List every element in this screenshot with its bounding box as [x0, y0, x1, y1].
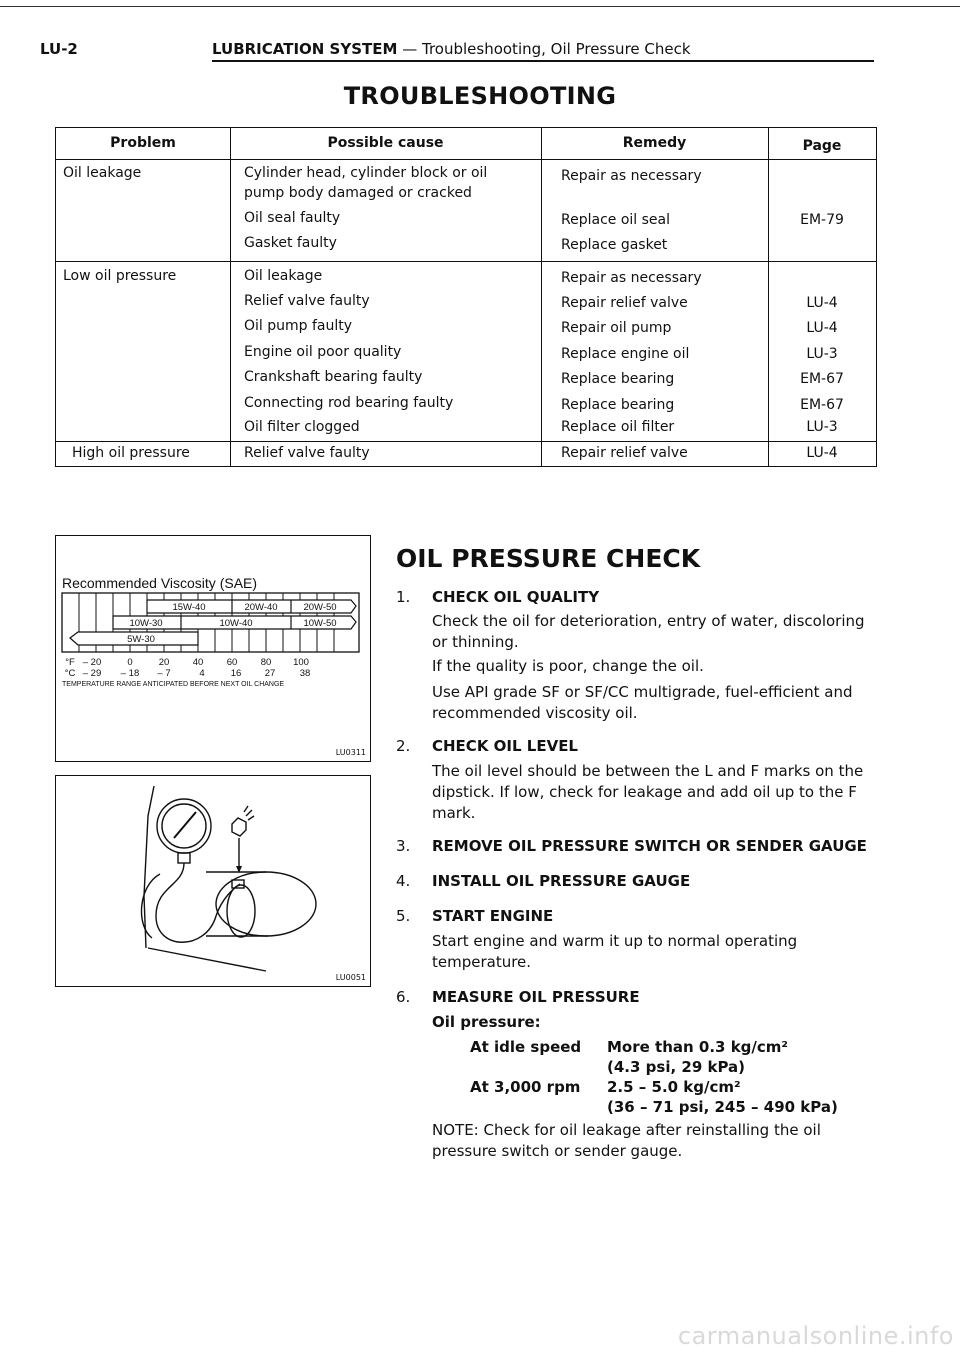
page-cell: EM-67: [800, 371, 844, 387]
grade-label: 15W-40: [172, 602, 206, 613]
page-cell: LU-4: [806, 295, 838, 311]
grade-label: 20W-50: [303, 602, 337, 613]
column-header-cause: Possible cause: [327, 135, 444, 151]
remedy-cell: Replace bearing: [561, 397, 675, 413]
celsius-tick: 27: [264, 668, 276, 679]
remedy-cell: Repair as necessary: [561, 270, 702, 286]
engine-outline: [148, 948, 266, 971]
fahrenheit-tick: 40: [192, 657, 204, 668]
grade-label: 10W-50: [303, 618, 337, 629]
step-title: START ENGINE: [432, 907, 554, 925]
celsius-scale: [65, 668, 311, 679]
fahrenheit-tick: 80: [260, 657, 272, 668]
gauge-stem: [178, 853, 190, 863]
oil-filter-end: [227, 885, 255, 937]
troubleshooting-table: [55, 127, 877, 467]
cause-cell: Oil filter clogged: [244, 419, 360, 435]
celsius-tick: 4: [199, 668, 205, 679]
grade-label: 5W-30: [127, 634, 155, 645]
spec-rpm-value: 2.5 – 5.0 kg/cm²: [607, 1078, 741, 1096]
step-number: 1.: [396, 588, 411, 606]
figure-code: LU0311: [335, 748, 366, 757]
cause-cell: Crankshaft bearing faulty: [244, 369, 423, 385]
cause-cell: Oil leakage: [244, 268, 323, 284]
step-paragraph: Check the oil for deterioration, entry of water, discoloring or thinning.: [432, 612, 865, 651]
page-cell: LU-3: [806, 346, 838, 362]
celsius-tick: 16: [230, 668, 242, 679]
remedy-cell: Replace oil filter: [561, 419, 675, 435]
remedy-cell: Repair as necessary: [561, 168, 702, 184]
step-paragraph: Use API grade SF or SF/CC multigrade, fuel-efficient and recommended viscosity oil.: [432, 683, 853, 722]
step-number: 2.: [396, 737, 411, 755]
remedy-cell: Replace gasket: [561, 237, 668, 253]
column-header-problem: Problem: [110, 135, 176, 151]
remedy-cell: Replace bearing: [561, 371, 675, 387]
switch-terminal: [244, 806, 254, 820]
step-title: CHECK OIL QUALITY: [432, 588, 600, 606]
col-divider: [541, 128, 542, 466]
celsius-unit: °C: [64, 668, 76, 679]
page-cell: LU-4: [806, 445, 838, 461]
section-subtitle: — Troubleshooting, Oil Pressure Check: [402, 40, 691, 58]
note-paragraph: NOTE: Check for oil leakage after reinstalling the oil pressure switch or sender gauge.: [432, 1121, 821, 1160]
watermark: carmanualsonline.info: [677, 1322, 954, 1350]
temperature-caption: TEMPERATURE RANGE ANTICIPATED BEFORE NEXT OIL CHANGE: [62, 681, 285, 688]
top-rule: [0, 6, 960, 7]
page-cell: EM-79: [800, 212, 844, 228]
fahrenheit-tick: – 20: [82, 657, 102, 668]
step-paragraph: Start engine and warm it up to normal operating temperature.: [432, 932, 798, 971]
celsius-tick: – 7: [157, 668, 171, 679]
oil-pressure-gauge-figure: [55, 775, 371, 987]
gauge-illustration: [56, 776, 369, 985]
fahrenheit-tick: 100: [293, 657, 309, 668]
cause-cell: pump body damaged or cracked: [244, 185, 472, 201]
step-title: CHECK OIL LEVEL: [432, 737, 578, 755]
viscosity-chart: [56, 536, 369, 760]
grade-label: 20W-40: [244, 602, 278, 613]
spec-rpm-label: At 3,000 rpm: [470, 1078, 581, 1096]
engine-outline: [144, 786, 154, 948]
figure-code: LU0051: [335, 973, 366, 982]
fahrenheit-tick: 0: [127, 657, 133, 668]
step-number: 5.: [396, 907, 411, 925]
cause-cell: Gasket faulty: [244, 235, 337, 251]
remedy-cell: Repair relief valve: [561, 445, 688, 461]
step-number: 4.: [396, 872, 411, 890]
grade-label: 10W-30: [129, 618, 163, 629]
pressure-switch-icon: [232, 818, 246, 836]
remedy-cell: Replace engine oil: [561, 346, 690, 362]
header-rule: [212, 60, 874, 62]
step-title: REMOVE OIL PRESSURE SWITCH OR SENDER GAUGE: [432, 837, 867, 855]
step-title: MEASURE OIL PRESSURE: [432, 988, 640, 1006]
celsius-tick: – 18: [120, 668, 140, 679]
remedy-cell: Replace oil seal: [561, 212, 670, 228]
spec-idle-value-alt: (4.3 psi, 29 kPa): [607, 1058, 746, 1076]
cause-cell: Cylinder head, cylinder block or oil: [244, 165, 488, 181]
step-title: INSTALL OIL PRESSURE GAUGE: [432, 872, 691, 890]
step-paragraph: If the quality is poor, change the oil.: [432, 657, 704, 675]
cause-cell: Relief valve faulty: [244, 445, 370, 461]
page-cell: EM-67: [800, 397, 844, 413]
fahrenheit-unit: °F: [65, 657, 75, 668]
step-number: 3.: [396, 837, 411, 855]
page-cell: LU-4: [806, 320, 838, 336]
cause-cell: Connecting rod bearing faulty: [244, 395, 454, 411]
spec-idle-label: At idle speed: [470, 1038, 582, 1056]
row-divider: [56, 441, 876, 442]
viscosity-figure: [55, 535, 371, 762]
cause-cell: Engine oil poor quality: [244, 344, 402, 360]
row-divider: [56, 261, 876, 262]
step-paragraph: The oil level should be between the L and F marks on the dipstick. If low, check for leakage and add oil up to the F mark.: [432, 762, 864, 822]
fahrenheit-tick: 60: [226, 657, 238, 668]
problem-cell: Oil leakage: [63, 165, 142, 181]
spec-idle-value: More than 0.3 kg/cm²: [607, 1038, 788, 1056]
celsius-tick: 38: [299, 668, 311, 679]
viscosity-title: Recommended Viscosity (SAE): [62, 575, 258, 591]
fahrenheit-tick: 20: [158, 657, 170, 668]
column-header-page: Page: [802, 138, 842, 154]
page-cell: LU-3: [806, 419, 838, 435]
row-divider: [56, 159, 876, 160]
problem-cell: Low oil pressure: [63, 268, 177, 284]
section-name: LUBRICATION SYSTEM: [212, 40, 398, 58]
spec-rpm-value-alt: (36 – 71 psi, 245 – 490 kPa): [607, 1098, 838, 1116]
grade-label: 10W-40: [219, 618, 253, 629]
col-divider: [230, 128, 231, 466]
oil-pressure-check-title: OIL PRESSURE CHECK: [396, 544, 701, 573]
page-header-title: [212, 40, 691, 58]
remedy-cell: Repair relief valve: [561, 295, 688, 311]
spec-label: Oil pressure:: [432, 1013, 541, 1031]
oil-filter-body: [216, 872, 316, 936]
cause-cell: Oil seal faulty: [244, 210, 341, 226]
page-code: LU-2: [40, 40, 78, 58]
celsius-tick: – 29: [82, 668, 102, 679]
remedy-cell: Repair oil pump: [561, 320, 672, 336]
problem-cell: High oil pressure: [72, 445, 190, 461]
step-number: 6.: [396, 988, 411, 1006]
troubleshooting-title: TROUBLESHOOTING: [343, 82, 617, 110]
column-header-remedy: Remedy: [622, 135, 687, 151]
fahrenheit-scale: [65, 657, 309, 668]
hose-fitting: [232, 880, 244, 888]
gauge-needle: [174, 812, 196, 838]
cause-cell: Oil pump faulty: [244, 318, 353, 334]
cause-cell: Relief valve faulty: [244, 293, 370, 309]
